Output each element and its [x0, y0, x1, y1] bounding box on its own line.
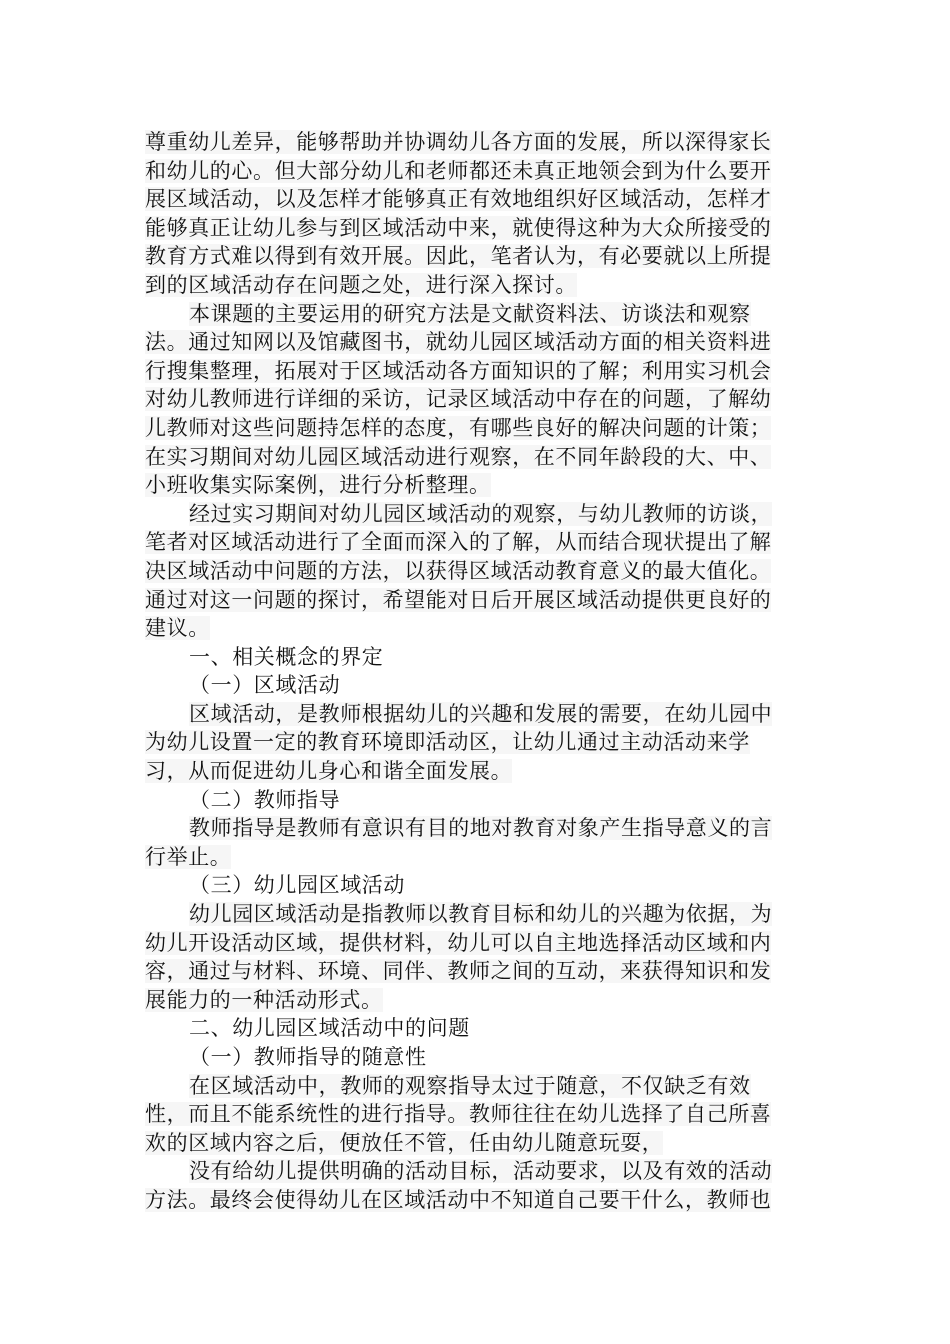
paragraph-first-line: 教师指导是教师有意识有目的地对教育对象产生指导意义的言	[189, 816, 773, 841]
text-line: 幼儿开设活动区域，提供材料，幼儿可以自主地选择活动区域和内	[145, 930, 772, 955]
document-body	[145, 128, 805, 1215]
text-line: 行搜集整理，拓展对于区域活动各方面知识的了解；利用实习机会	[145, 358, 772, 383]
text-line: 到的区域活动存在问题之处，进行深入探讨。	[145, 272, 577, 297]
section-heading: 一、相关概念的界定	[189, 644, 384, 669]
paragraph-first-line: 经过实习期间对幼儿园区域活动的观察，与幼儿教师的访谈，	[189, 501, 773, 526]
paragraph-first-line: 本课题的主要运用的研究方法是文献资料法、访谈法和观察	[189, 301, 751, 326]
text-line: 对幼儿教师进行详细的采访，记录区域活动中存在的问题，了解幼	[145, 387, 772, 412]
text-line: 和幼儿的心。但大部分幼儿和老师都还未真正地领会到为什么要开	[145, 158, 772, 183]
text-line: 笔者对区域活动进行了全面而深入的了解，从而结合现状提出了解	[145, 530, 772, 555]
text-line: 在实习期间对幼儿园区域活动进行观察，在不同年龄段的大、中、	[145, 444, 772, 469]
text-line: 行举止。	[145, 844, 232, 869]
subsection-heading: （一）教师指导的随意性	[189, 1045, 427, 1069]
text-line: 展区域活动，以及怎样才能够真正有效地组织好区域活动，怎样才	[145, 187, 772, 212]
text-line: 决区域活动中问题的方法，以获得区域活动教育意义的最大值化。	[145, 558, 772, 583]
text-line: 建议。	[145, 616, 210, 641]
text-line: 容，通过与材料、环境、同伴、教师之间的互动，来获得知识和发	[145, 959, 772, 984]
subsection-heading: （三）幼儿园区域活动	[189, 873, 405, 898]
text-line: 为幼儿设置一定的教育环境即活动区，让幼儿通过主动活动来学	[145, 730, 750, 755]
text-line: 小班收集实际案例，进行分析整理。	[145, 473, 491, 498]
text-line: 尊重幼儿差异，能够帮助并协调幼儿各方面的发展，所以深得家长	[145, 130, 772, 154]
text-line: 通过对这一问题的探讨，希望能对日后开展区域活动提供更良好的	[145, 587, 772, 612]
subsection-heading: （一）区域活动	[189, 673, 341, 698]
subsection-heading: （二）教师指导	[189, 787, 341, 812]
text-line: 教育方式难以得到有效开展。因此，笔者认为，有必要就以上所提	[145, 244, 772, 269]
text-line: 能够真正让幼儿参与到区域活动中来，就使得这种为大众所接受的	[145, 215, 772, 240]
text-line: 儿教师对这些问题持怎样的态度，有哪些良好的解决问题的计策；	[145, 415, 772, 440]
text-line: 习，从而促进幼儿身心和谐全面发展。	[145, 759, 513, 784]
text-line: 方法。最终会使得幼儿在区域活动中不知道自己要干什么，教师也	[145, 1187, 772, 1212]
paragraph-first-line: 在区域活动中，教师的观察指导太过于随意，不仅缺乏有效	[189, 1073, 751, 1098]
paragraph-first-line: 没有给幼儿提供明确的活动目标，活动要求，以及有效的活动	[189, 1159, 773, 1184]
paragraph-first-line: 区域活动，是教师根据幼儿的兴趣和发展的需要，在幼儿园中	[189, 701, 773, 726]
text-line: 法。通过知网以及馆藏图书，就幼儿园区域活动方面的相关资料进	[145, 330, 772, 355]
text-line: 性，而且不能系统性的进行指导。教师往往在幼儿选择了自己所喜	[145, 1102, 772, 1127]
text-line: 欢的区域内容之后，便放任不管，任由幼儿随意玩耍，	[145, 1130, 664, 1155]
text-line: 展能力的一种活动形式。	[145, 987, 383, 1012]
section-heading: 二、幼儿园区域活动中的问题	[189, 1016, 470, 1041]
paragraph-first-line: 幼儿园区域活动是指教师以教育目标和幼儿的兴趣为依据，为	[189, 902, 773, 927]
